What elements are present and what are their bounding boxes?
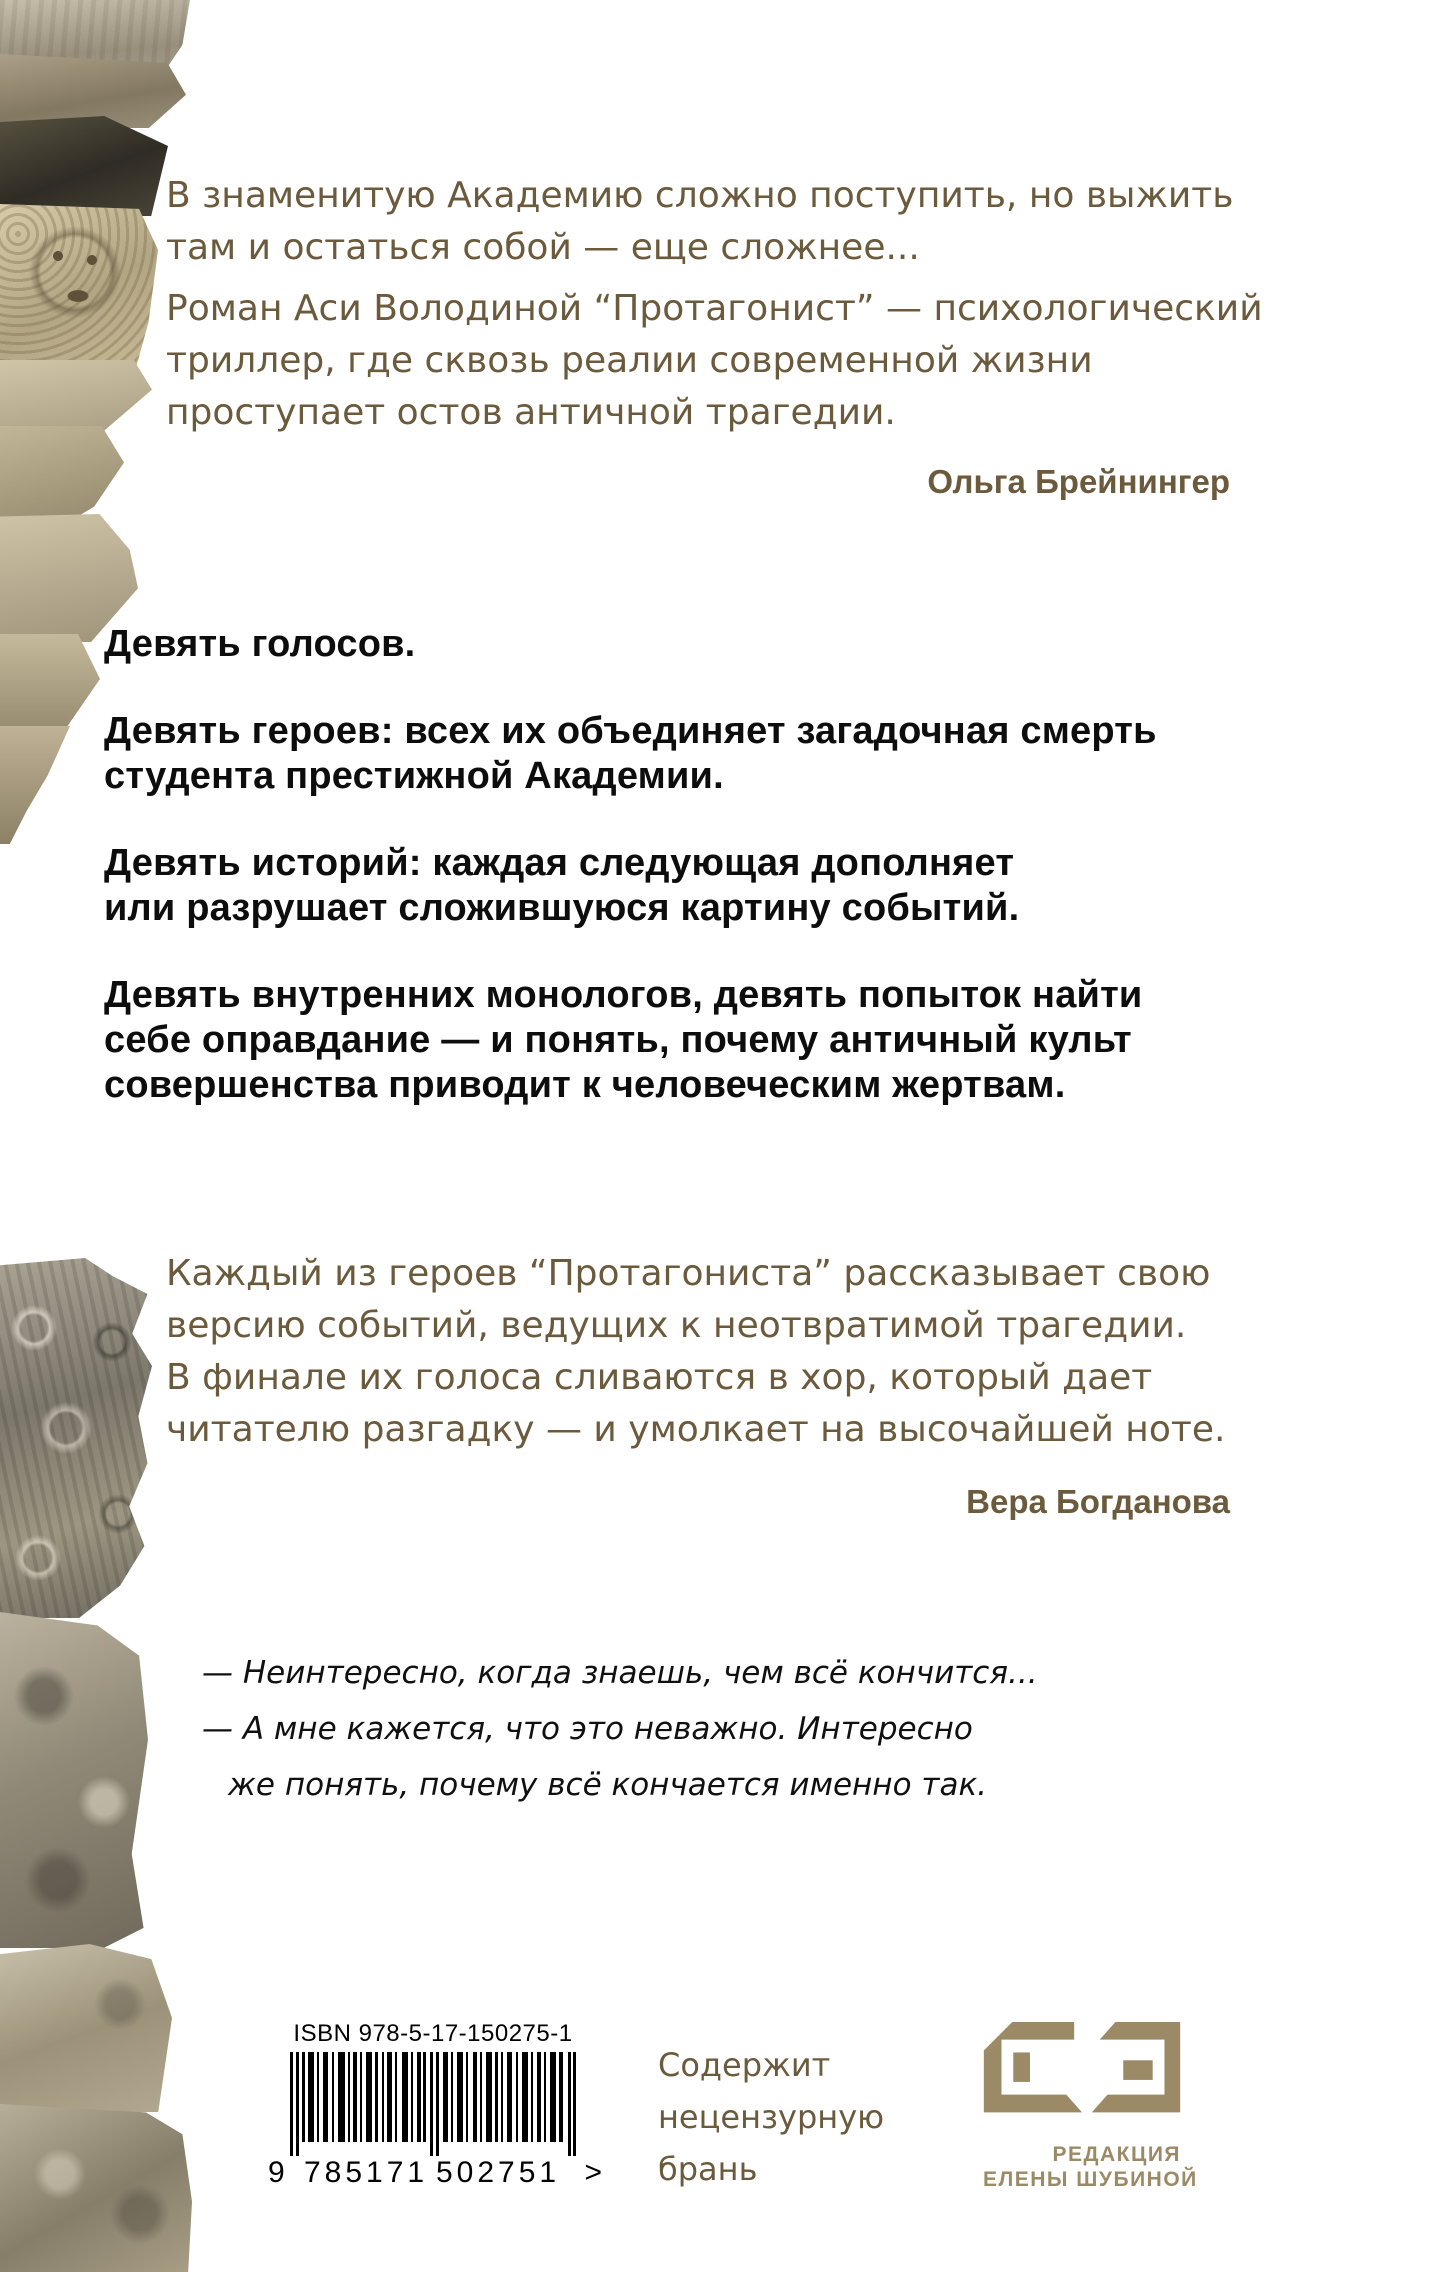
rough-boulder-fragment	[0, 1612, 148, 1948]
quote-line: читателю разгадку — и умолкает на высочайшей ноте.	[166, 1409, 1226, 1450]
publisher-name-line: РЕДАКЦИЯ	[1052, 2143, 1181, 2166]
synopsis-line: Девять историй: каждая следующая дополняет	[104, 842, 1015, 884]
stone-slab-fragment	[0, 726, 70, 844]
isbn-block	[268, 2020, 602, 2190]
acanthus-capital-fragment	[0, 1258, 152, 1618]
quote-paragraph	[166, 1248, 1225, 1456]
dialogue-line: же понять, почему всё кончается именно так.	[228, 1767, 988, 1803]
dark-stone-fragment	[0, 116, 168, 216]
review-quote-bottom	[166, 1248, 1225, 1456]
content-warning-line: брань	[658, 2150, 758, 2188]
synopsis-line: Девять голосов.	[104, 623, 416, 665]
stone-slab-fragment	[0, 426, 124, 522]
quote-line: версию событий, ведущих к неотвратимой трагедии.	[166, 1305, 1187, 1346]
quote-line: Роман Аси Володиной “Протагонист” — психологический	[166, 288, 1263, 329]
content-warning-line: нецензурную	[658, 2098, 885, 2136]
dialogue-excerpt	[202, 1645, 1038, 1813]
barcode-digits	[268, 2156, 602, 2190]
stone-slab-fragment	[0, 634, 100, 734]
synopsis-line: или разрушает сложившуюся картину событий.	[104, 887, 1020, 929]
synopsis-paragraph	[104, 973, 1157, 1108]
stone-slab-fragment	[0, 1944, 172, 2112]
content-warning-line: Содержит	[658, 2046, 831, 2084]
barcode-lead-digit: 9	[268, 2156, 285, 2189]
quote-paragraph	[166, 170, 1263, 274]
dialogue-line: — А мне кажется, что это неважно. Интересно	[202, 1711, 973, 1747]
publisher-name-line: ЕЛЕНЫ ШУБИНОЙ	[983, 2168, 1198, 2191]
quote-paragraph	[166, 283, 1263, 439]
quote-line: В знаменитую Академию сложно поступить, но выжить	[166, 175, 1234, 216]
isbn-label: ISBN 978-5-17-150275-1	[293, 2020, 573, 2047]
synopsis-line: студента престижной Академии.	[104, 755, 724, 797]
synopsis-paragraph	[104, 622, 1157, 667]
quote-line: проступает остов античной трагедии.	[166, 392, 896, 433]
synopsis-line: Девять внутренних монологов, девять попыток найти	[104, 974, 1143, 1016]
barcode-group: 785171	[304, 2156, 429, 2189]
carved-mask-fragment	[0, 204, 158, 368]
barcode-group: 502751	[436, 2156, 561, 2189]
synopsis-line: совершенства приводит к человеческим жертвам.	[104, 1064, 1066, 1106]
quote-line: В финале их голоса сливаются в хор, который дает	[166, 1357, 1153, 1398]
reviewer-name: Вера Богданова	[966, 1483, 1230, 1520]
quote-line: там и остаться собой — еще сложнее...	[166, 227, 920, 268]
reviewer-name: Ольга Брейнингер	[927, 463, 1230, 500]
stone-slab-fragment	[0, 2104, 192, 2272]
synopsis-line: себе оправдание — и понять, почему античный культ	[104, 1019, 1132, 1061]
synopsis-paragraph	[104, 841, 1157, 931]
content-warning	[658, 2039, 884, 2195]
barcode-tail-char: >	[584, 2156, 602, 2189]
synopsis-line: Девять героев: всех их объединяет загадочная смерть	[104, 710, 1157, 752]
quote-line: триллер, где сквозь реалии современной жизни	[166, 340, 1093, 381]
synopsis-paragraph	[104, 709, 1157, 799]
publisher-monogram-icon	[983, 2022, 1181, 2130]
publisher-logo	[983, 2022, 1198, 2192]
quote-line: Каждый из героев “Протагониста” рассказывает свою	[166, 1253, 1211, 1294]
dialogue-line: — Неинтересно, когда знаешь, чем всё кончится...	[202, 1655, 1038, 1691]
ean13-barcode	[290, 2052, 576, 2156]
stone-slab-fragment	[0, 360, 152, 434]
review-quote-top	[166, 170, 1263, 439]
synopsis-block	[104, 622, 1157, 1108]
